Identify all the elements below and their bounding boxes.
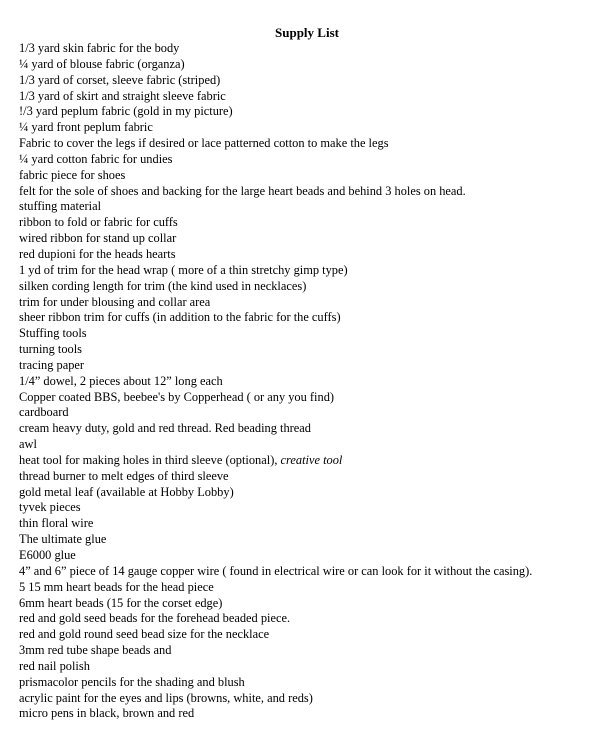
supply-list-item: cream heavy duty, gold and red thread. Red beading thread bbox=[19, 421, 311, 436]
supply-list-item: acrylic paint for the eyes and lips (browns, white, and reds) bbox=[19, 690, 313, 705]
supply-list-item: trim for under blousing and collar area bbox=[19, 294, 211, 309]
supply-list-item: 1 yd of trim for the head wrap ( more of a thin stretchy gimp type) bbox=[19, 262, 348, 277]
supply-list-item: cardboard bbox=[19, 405, 69, 420]
supply-list-item: 1/3 yard skin fabric for the body bbox=[19, 41, 180, 55]
supply-list-item: prismacolor pencils for the shading and blush bbox=[19, 674, 245, 689]
supply-list-item: 5 15 mm heart beads for the head piece bbox=[19, 579, 214, 594]
supply-list-item: Fabric to cover the legs if desired or lace patterned cotton to make the legs bbox=[19, 136, 389, 151]
supply-list-item: ribbon to fold or fabric for cuffs bbox=[19, 215, 178, 230]
supply-list-item: ¼ yard front peplum fabric bbox=[19, 120, 153, 135]
supply-list-item: red and gold seed beads for the forehead beaded piece. bbox=[19, 611, 291, 626]
supply-list-item: silken cording length for trim (the kind used in necklaces) bbox=[19, 278, 307, 293]
supply-list-item: red nail polish bbox=[19, 658, 90, 673]
supply-list-item: red dupioni for the heads hearts bbox=[19, 246, 176, 261]
supply-list-item: sheer ribbon trim for cuffs (in addition to the fabric for the cuffs) bbox=[19, 310, 341, 325]
supply-list-item: thin floral wire bbox=[19, 516, 94, 531]
supply-list-item: 4” and 6” piece of 14 gauge copper wire ( found in electrical wire or can look for it without the casing). bbox=[19, 563, 533, 578]
supply-list-item bbox=[19, 453, 532, 469]
supply-list-item: ¼ yard of blouse fabric (organza) bbox=[19, 56, 185, 71]
supply-list-item: Copper coated BBS, beebee's by Copperhead ( or any you find) bbox=[19, 389, 335, 404]
supply-list-item: 3mm red tube shape beads and bbox=[19, 643, 172, 658]
supply-list-item: fabric piece for shoes bbox=[19, 167, 126, 182]
supply-list-item: turning tools bbox=[19, 342, 82, 357]
supply-list-item: Stuffing tools bbox=[19, 326, 87, 341]
supply-list-item: 1/4” dowel, 2 pieces about 12” long each bbox=[19, 373, 223, 388]
supply-list-item: ¼ yard cotton fabric for undies bbox=[19, 151, 173, 166]
supply-list-item: stuffing material bbox=[19, 199, 102, 214]
page-title: Supply List bbox=[275, 25, 339, 40]
supply-list-item: 1/3 yard of skirt and straight sleeve fabric bbox=[19, 88, 226, 103]
supply-list-item: micro pens in black, brown and red bbox=[19, 706, 195, 721]
supply-list-item: tracing paper bbox=[19, 357, 85, 372]
supply-list-item: thread burner to melt edges of third sleeve bbox=[19, 468, 229, 483]
supply-list-item: 6mm heart beads (15 for the corset edge) bbox=[19, 595, 223, 610]
supply-list-item: gold metal leaf (available at Hobby Lobby) bbox=[19, 484, 234, 499]
supply-list-item: red and gold round seed bead size for the necklace bbox=[19, 627, 270, 642]
supply-list bbox=[19, 41, 532, 722]
supply-list-item: The ultimate glue bbox=[19, 532, 107, 547]
supply-list-item: wired ribbon for stand up collar bbox=[19, 231, 177, 246]
supply-list-item-text: heat tool for making holes in third sleeve (optional), bbox=[19, 452, 281, 467]
supply-list-item: tyvek pieces bbox=[19, 500, 81, 515]
supply-list-item: felt for the sole of shoes and backing for the large heart beads and behind 3 holes on head. bbox=[19, 183, 466, 198]
supply-list-item: E6000 glue bbox=[19, 548, 76, 562]
supply-list-item: awl bbox=[19, 437, 37, 452]
supply-list-item: !/3 yard peplum fabric (gold in my picture) bbox=[19, 104, 233, 119]
supply-list-item-italic-note: creative tool bbox=[280, 452, 343, 467]
supply-list-item: 1/3 yard of corset, sleeve fabric (striped) bbox=[19, 72, 221, 87]
